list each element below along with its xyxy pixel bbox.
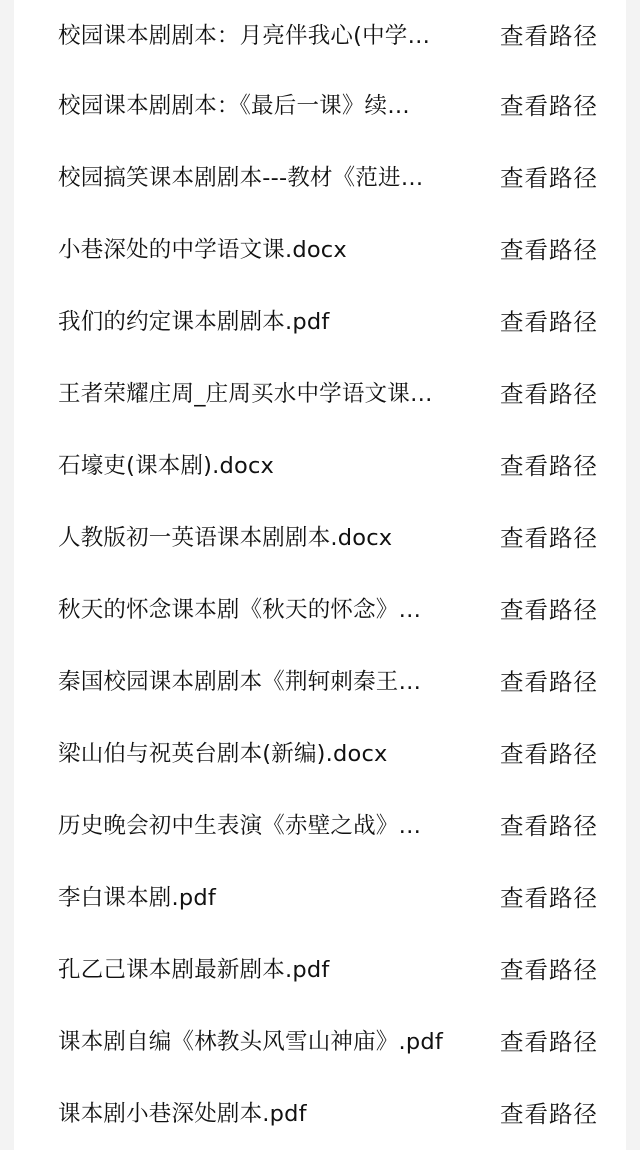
view-path-link[interactable]: 查看路径: [500, 164, 598, 192]
file-row[interactable]: [14, 716, 626, 788]
file-row[interactable]: [14, 860, 626, 932]
file-row[interactable]: [14, 356, 626, 428]
file-name: 课本剧自编《林教头风雪山神庙》.pdf: [58, 1029, 443, 1055]
file-row[interactable]: [14, 212, 626, 284]
view-path-link[interactable]: 查看路径: [500, 740, 598, 768]
file-row[interactable]: [14, 572, 626, 644]
file-name: 秋天的怀念课本剧《秋天的怀念》…: [58, 597, 422, 623]
file-row[interactable]: [14, 1004, 626, 1076]
file-name: 课本剧小巷深处剧本.pdf: [58, 1101, 307, 1127]
file-name: 李白课本剧.pdf: [58, 885, 216, 911]
view-path-link[interactable]: 查看路径: [500, 236, 598, 264]
view-path-link[interactable]: 查看路径: [500, 22, 598, 50]
file-row[interactable]: [14, 932, 626, 1004]
file-name: 小巷深处的中学语文课.docx: [58, 237, 347, 263]
view-path-link[interactable]: 查看路径: [500, 596, 598, 624]
view-path-link[interactable]: 查看路径: [500, 308, 598, 336]
file-row[interactable]: [14, 68, 626, 140]
view-path-link[interactable]: 查看路径: [500, 956, 598, 984]
file-name: 王者荣耀庄周_庄周买水中学语文课…: [58, 381, 433, 407]
file-name: 石壕吏(课本剧).docx: [58, 453, 275, 479]
file-name: 历史晚会初中生表演《赤壁之战》…: [58, 813, 422, 839]
file-name: 校园搞笑课本剧剧本---教材《范进…: [58, 165, 424, 191]
view-path-link[interactable]: 查看路径: [500, 1100, 598, 1128]
file-row[interactable]: [14, 788, 626, 860]
view-path-link[interactable]: 查看路径: [500, 380, 598, 408]
file-row[interactable]: [14, 644, 626, 716]
file-row[interactable]: [14, 1076, 626, 1148]
file-name: 秦国校园课本剧剧本《荆轲刺秦王…: [58, 669, 422, 695]
file-name: 校园课本剧剧本：《最后一课》续…: [58, 93, 410, 119]
file-name: 我们的约定课本剧剧本.pdf: [58, 309, 330, 335]
view-path-link[interactable]: 查看路径: [500, 524, 598, 552]
file-row[interactable]: [14, 284, 626, 356]
file-name: 人教版初一英语课本剧剧本.docx: [58, 525, 393, 551]
view-path-link[interactable]: 查看路径: [500, 812, 598, 840]
file-row[interactable]: [14, 428, 626, 500]
view-path-link[interactable]: 查看路径: [500, 92, 598, 120]
file-list-panel: [14, 0, 626, 1150]
file-row[interactable]: [14, 140, 626, 212]
view-path-link[interactable]: 查看路径: [500, 1028, 598, 1056]
file-row[interactable]: [14, 0, 626, 68]
file-list: [14, 0, 626, 1148]
view-path-link[interactable]: 查看路径: [500, 668, 598, 696]
file-name: 孔乙己课本剧最新剧本.pdf: [58, 957, 330, 983]
file-name: 梁山伯与祝英台剧本(新编).docx: [58, 741, 388, 767]
view-path-link[interactable]: 查看路径: [500, 452, 598, 480]
file-row[interactable]: [14, 500, 626, 572]
file-name: 校园课本剧剧本：月亮伴我心(中学…: [58, 23, 431, 49]
view-path-link[interactable]: 查看路径: [500, 884, 598, 912]
